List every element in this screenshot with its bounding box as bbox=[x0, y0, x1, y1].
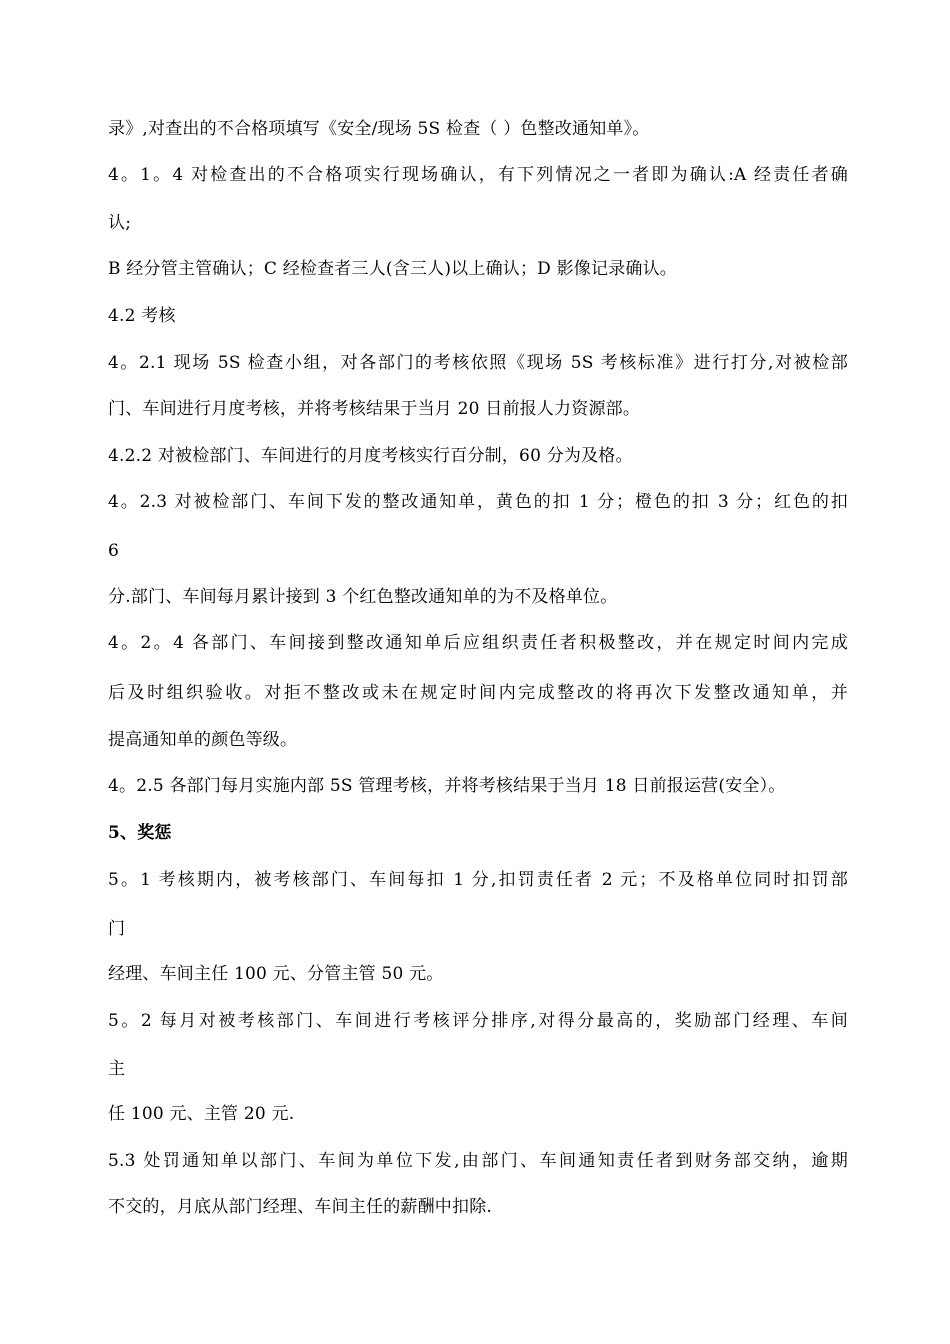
text-line-5-2: 5。2 每月对被考核部门、车间进行考核评分排序,对得分最高的，奖励部门经理、车间 bbox=[108, 1011, 848, 1031]
text-line-5-2-cont2: 任 100 元、主管 20 元. bbox=[108, 1104, 295, 1124]
text-line-5-2-cont: 主 bbox=[108, 1059, 126, 1079]
text-line-4-2-5: 4。2.5 各部门每月实施内部 5S 管理考核，并将考核结果于当月 18 日前报运营(安全）。 bbox=[108, 776, 786, 796]
text-line-4-2-4-cont2: 提高通知单的颜色等级。 bbox=[108, 730, 298, 750]
text-line-5-1-cont: 门 bbox=[108, 919, 126, 939]
text-line-5-1: 5。1 考核期内，被考核部门、车间每扣 1 分,扣罚责任者 2 元；不及格单位同时扣罚部 bbox=[108, 870, 848, 890]
text-line-5-1-cont2: 经理、车间主任 100 元、分管主管 50 元。 bbox=[108, 964, 444, 984]
text-line-4-1-4-cont: 认; bbox=[108, 213, 132, 233]
text-line-4-2-1: 4。2.1 现场 5S 检查小组，对各部门的考核依照《现场 5S 考核标准》进行打分,对被检部 bbox=[108, 353, 848, 373]
text-line-4-2-3: 4。2.3 对被检部门、车间下发的整改通知单，黄色的扣 1 分；橙色的扣 3 分；红色的扣 bbox=[108, 492, 848, 512]
text-line-4-2-2: 4.2.2 对被检部门、车间进行的月度考核实行百分制，60 分为及格。 bbox=[108, 446, 633, 466]
section-heading-4-2: 4.2 考核 bbox=[108, 306, 176, 326]
text-line-record-form: 录》,对查出的不合格项填写《安全/现场 5S 检查（ ）色整改通知单》。 bbox=[108, 119, 650, 139]
section-heading-5: 5、奖惩 bbox=[108, 823, 172, 843]
text-line-4-2-4: 4。2。4 各部门、车间接到整改通知单后应组织责任者积极整改，并在规定时间内完成 bbox=[108, 633, 848, 653]
text-line-4-1-4: 4。1。4 对检查出的不合格项实行现场确认，有下列情况之一者即为确认:A 经责任者确 bbox=[108, 165, 848, 185]
text-line-5-3-cont: 不交的，月底从部门经理、车间主任的薪酬中扣除. bbox=[108, 1197, 493, 1217]
text-line-4-2-1-cont: 门、车间进行月度考核，并将考核结果于当月 20 日前报人力资源部。 bbox=[108, 399, 641, 419]
text-line-confirm-options: B 经分管主管确认；C 经检查者三人(含三人)以上确认；D 影像记录确认。 bbox=[108, 259, 678, 279]
text-line-4-2-4-cont: 后及时组织验收。对拒不整改或未在规定时间内完成整改的将再次下发整改通知单，并 bbox=[108, 683, 848, 703]
text-line-5-3: 5.3 处罚通知单以部门、车间为单位下发,由部门、车间通知责任者到财务部交纳，逾期 bbox=[108, 1151, 848, 1171]
text-line-4-2-3-cont2: 分.部门、车间每月累计接到 3 个红色整改通知单的为不及格单位。 bbox=[108, 587, 618, 607]
text-line-4-2-3-cont: 6 bbox=[108, 541, 120, 561]
